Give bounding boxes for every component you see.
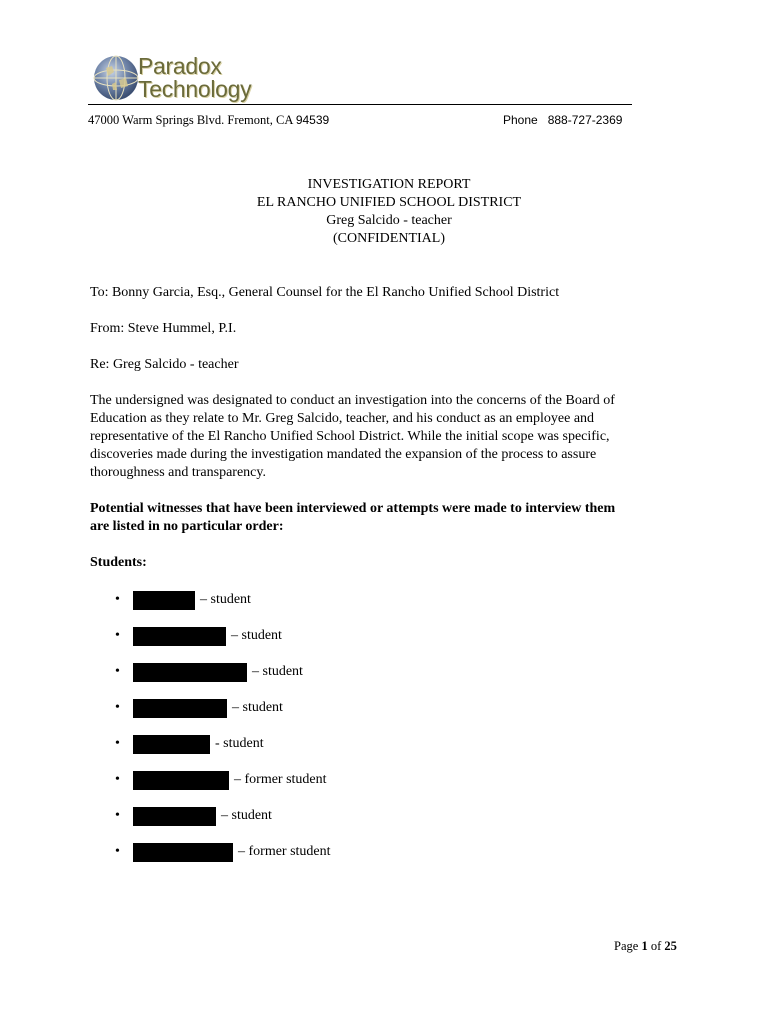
witnesses-heading-line2: are listed in no particular order: — [90, 519, 284, 534]
paragraph-line: The undersigned was designated to conduct an investigation into the concerns of the Board of — [90, 393, 615, 408]
intro-paragraph — [90, 392, 670, 482]
page-total: 25 — [664, 939, 677, 953]
redacted-name — [133, 807, 216, 826]
address-text: 47000 Warm Springs Blvd. Fremont, CA — [88, 113, 296, 127]
bullet-icon: • — [115, 592, 120, 607]
bullet-icon: • — [115, 808, 120, 823]
page-current: 1 — [641, 939, 648, 953]
company-address — [88, 113, 329, 128]
witnesses-heading-line1: Potential witnesses that have been interviewed or attempts were made to interview them — [90, 501, 616, 516]
student-role: – student — [232, 700, 283, 715]
redacted-name — [133, 843, 233, 862]
student-role: – former student — [234, 772, 327, 787]
redacted-name — [133, 699, 227, 718]
report-title-block — [0, 176, 768, 248]
page-of: of — [647, 939, 665, 953]
memo-from: From: Steve Hummel, P.I. — [90, 321, 237, 336]
paragraph-line: thoroughness and transparency. — [90, 465, 266, 480]
memo-re: Re: Greg Salcido - teacher — [90, 357, 239, 372]
paragraph-line: discoveries made during the investigation mandated the expansion of the process to assure — [90, 447, 597, 462]
page-prefix: Page — [614, 939, 642, 953]
phone-label: Phone — [503, 113, 538, 127]
paragraph-line: representative of the El Rancho Unified School District. While the initial scope was specific, — [90, 429, 610, 444]
bullet-icon: • — [115, 772, 120, 787]
globe-icon — [92, 54, 140, 102]
bullet-icon: • — [115, 628, 120, 643]
header-divider — [88, 104, 632, 105]
student-role: – student — [221, 808, 272, 823]
confidential-label: (CONFIDENTIAL) — [333, 231, 445, 246]
redacted-name — [133, 627, 226, 646]
company-logo — [90, 52, 270, 108]
redacted-name — [133, 663, 247, 682]
student-role: – student — [252, 664, 303, 679]
logo-text-line1: Paradox — [138, 53, 222, 79]
address-zip: 94539 — [295, 113, 330, 127]
bullet-icon: • — [115, 736, 120, 751]
redacted-name — [133, 771, 229, 790]
bullet-icon: • — [115, 700, 120, 715]
bullet-icon: • — [115, 664, 120, 679]
subject-name: Greg Salcido - teacher — [326, 213, 452, 228]
page-number — [614, 939, 677, 954]
district-name: EL RANCHO UNIFIED SCHOOL DISTRICT — [256, 195, 522, 210]
student-role: - student — [215, 736, 264, 751]
redacted-name — [133, 735, 210, 754]
paragraph-line: Education as they relate to Mr. Greg Salcido, teacher, and his conduct as an employee and — [90, 411, 595, 426]
bullet-icon: • — [115, 844, 120, 859]
students-heading: Students: — [90, 555, 147, 570]
logo-text-line2: Technology — [138, 76, 252, 102]
company-phone — [503, 113, 622, 127]
memo-to: To: Bonny Garcia, Esq., General Counsel for the El Rancho Unified School District — [90, 285, 560, 300]
report-title: INVESTIGATION REPORT — [307, 177, 471, 192]
redacted-name — [133, 591, 195, 610]
student-role: – former student — [238, 844, 331, 859]
phone-number: 888-727-2369 — [547, 113, 623, 127]
student-role: – student — [231, 628, 282, 643]
student-role: – student — [200, 592, 251, 607]
